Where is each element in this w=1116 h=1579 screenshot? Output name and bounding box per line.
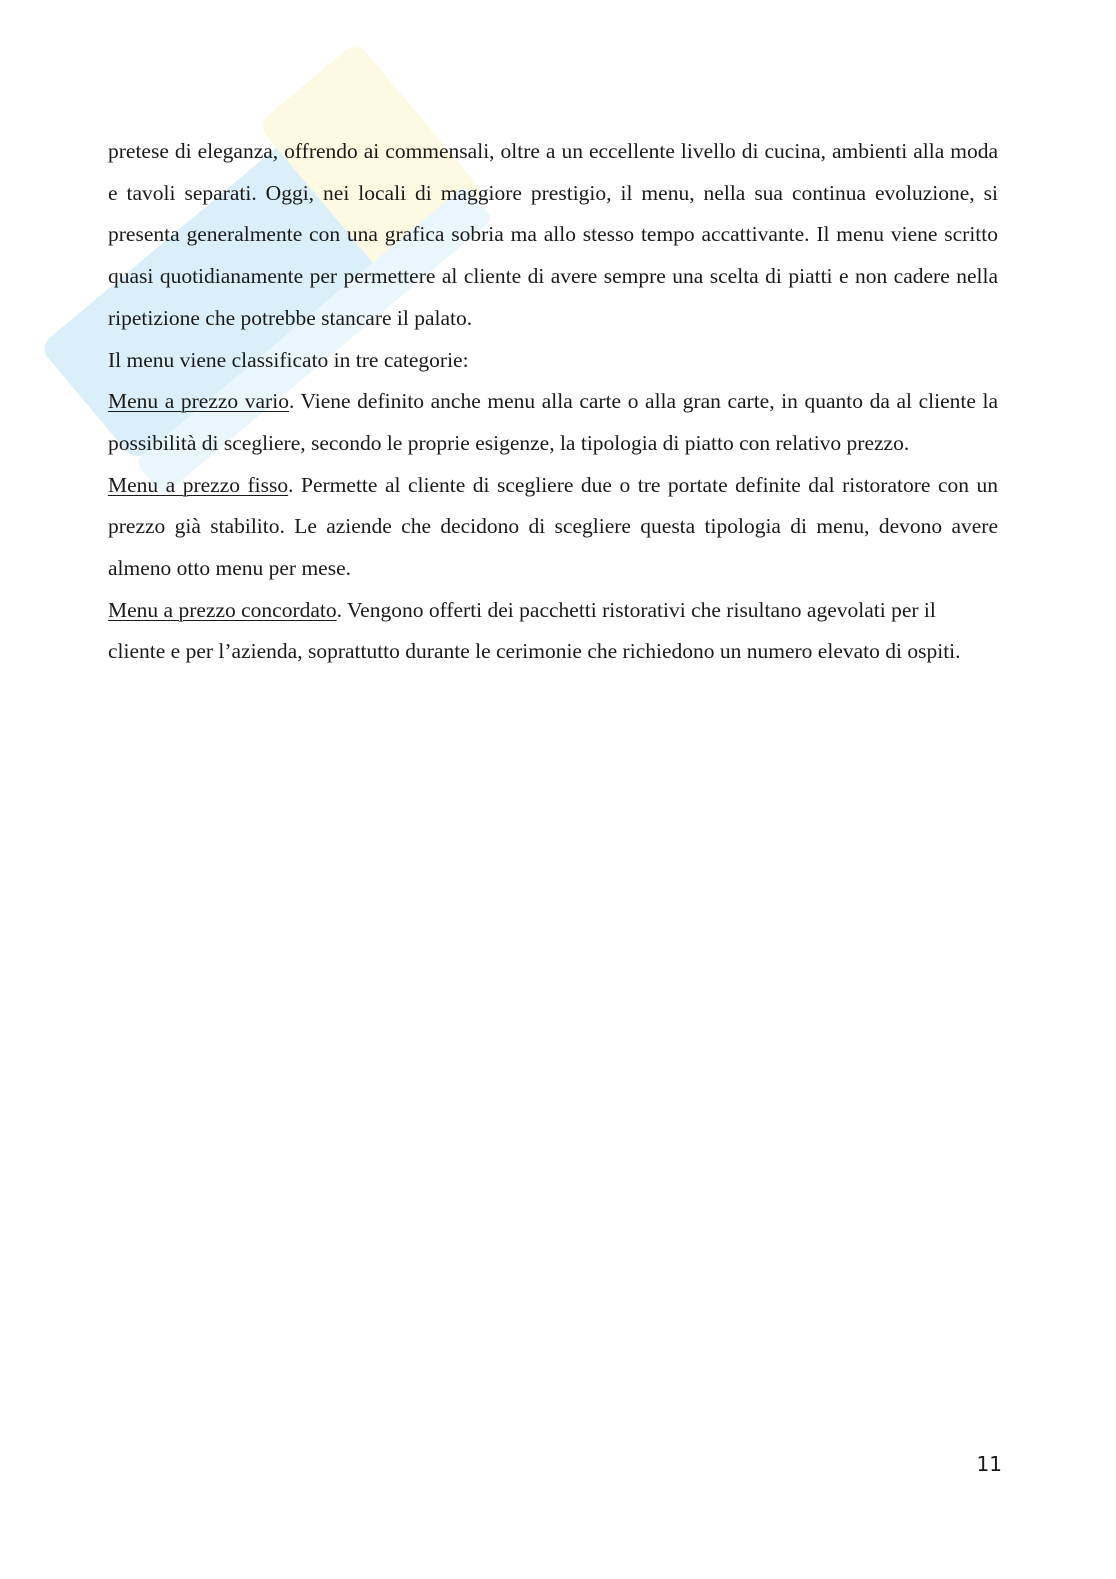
paragraph-menu-prezzo-fisso: [108, 465, 998, 590]
text-menu-prezzo-fisso: . Permette al cliente di scegliere due o tre portate definite dal ristoratore con un prezzo già stabilito. Le aziende che decidono di scegliere questa tipologia di menu, devono avere almeno otto menu per mese.: [108, 472, 998, 581]
paragraph-menu-prezzo-concordato: [108, 590, 998, 673]
paragraph-menu-prezzo-vario: [108, 381, 998, 464]
term-menu-prezzo-fisso: Menu a prezzo fisso: [108, 472, 289, 497]
paragraph-intro: pretese di eleganza, offrendo ai commensali, oltre a un eccellente livello di cucina, ambienti alla moda e tavoli separati. Oggi, nei locali di maggiore prestigio, il menu, nella sua continua evoluzione, si presenta generalmente con una grafica sobria ma allo stesso tempo accattivante. Il menu viene scritto quasi quotidianamente per permettere al cliente di avere sempre una scelta di piatti e non cadere nella ripetizione che potrebbe stancare il palato.: [108, 139, 998, 330]
paragraph-categories-heading: Il menu viene classificato in tre categorie:: [108, 347, 469, 372]
term-menu-prezzo-concordato: Menu a prezzo concordato: [108, 597, 337, 622]
text-menu-prezzo-concordato: . Vengono offerti dei pacchetti ristorativi che risultano agevolati per il cliente e per l’azienda, soprattutto durante le cerimonie che richiedono un numero elevato di ospiti.: [108, 597, 961, 664]
body-text: [108, 131, 998, 673]
text-menu-prezzo-vario: . Viene definito anche menu alla carte o alla gran carte, in quanto da al cliente la possibilità di scegliere, secondo le proprie esigenze, la tipologia di piatto con relativo prezzo.: [108, 389, 999, 455]
page-number: 11: [976, 1452, 1002, 1476]
term-menu-prezzo-vario: Menu a prezzo vario: [108, 389, 289, 414]
